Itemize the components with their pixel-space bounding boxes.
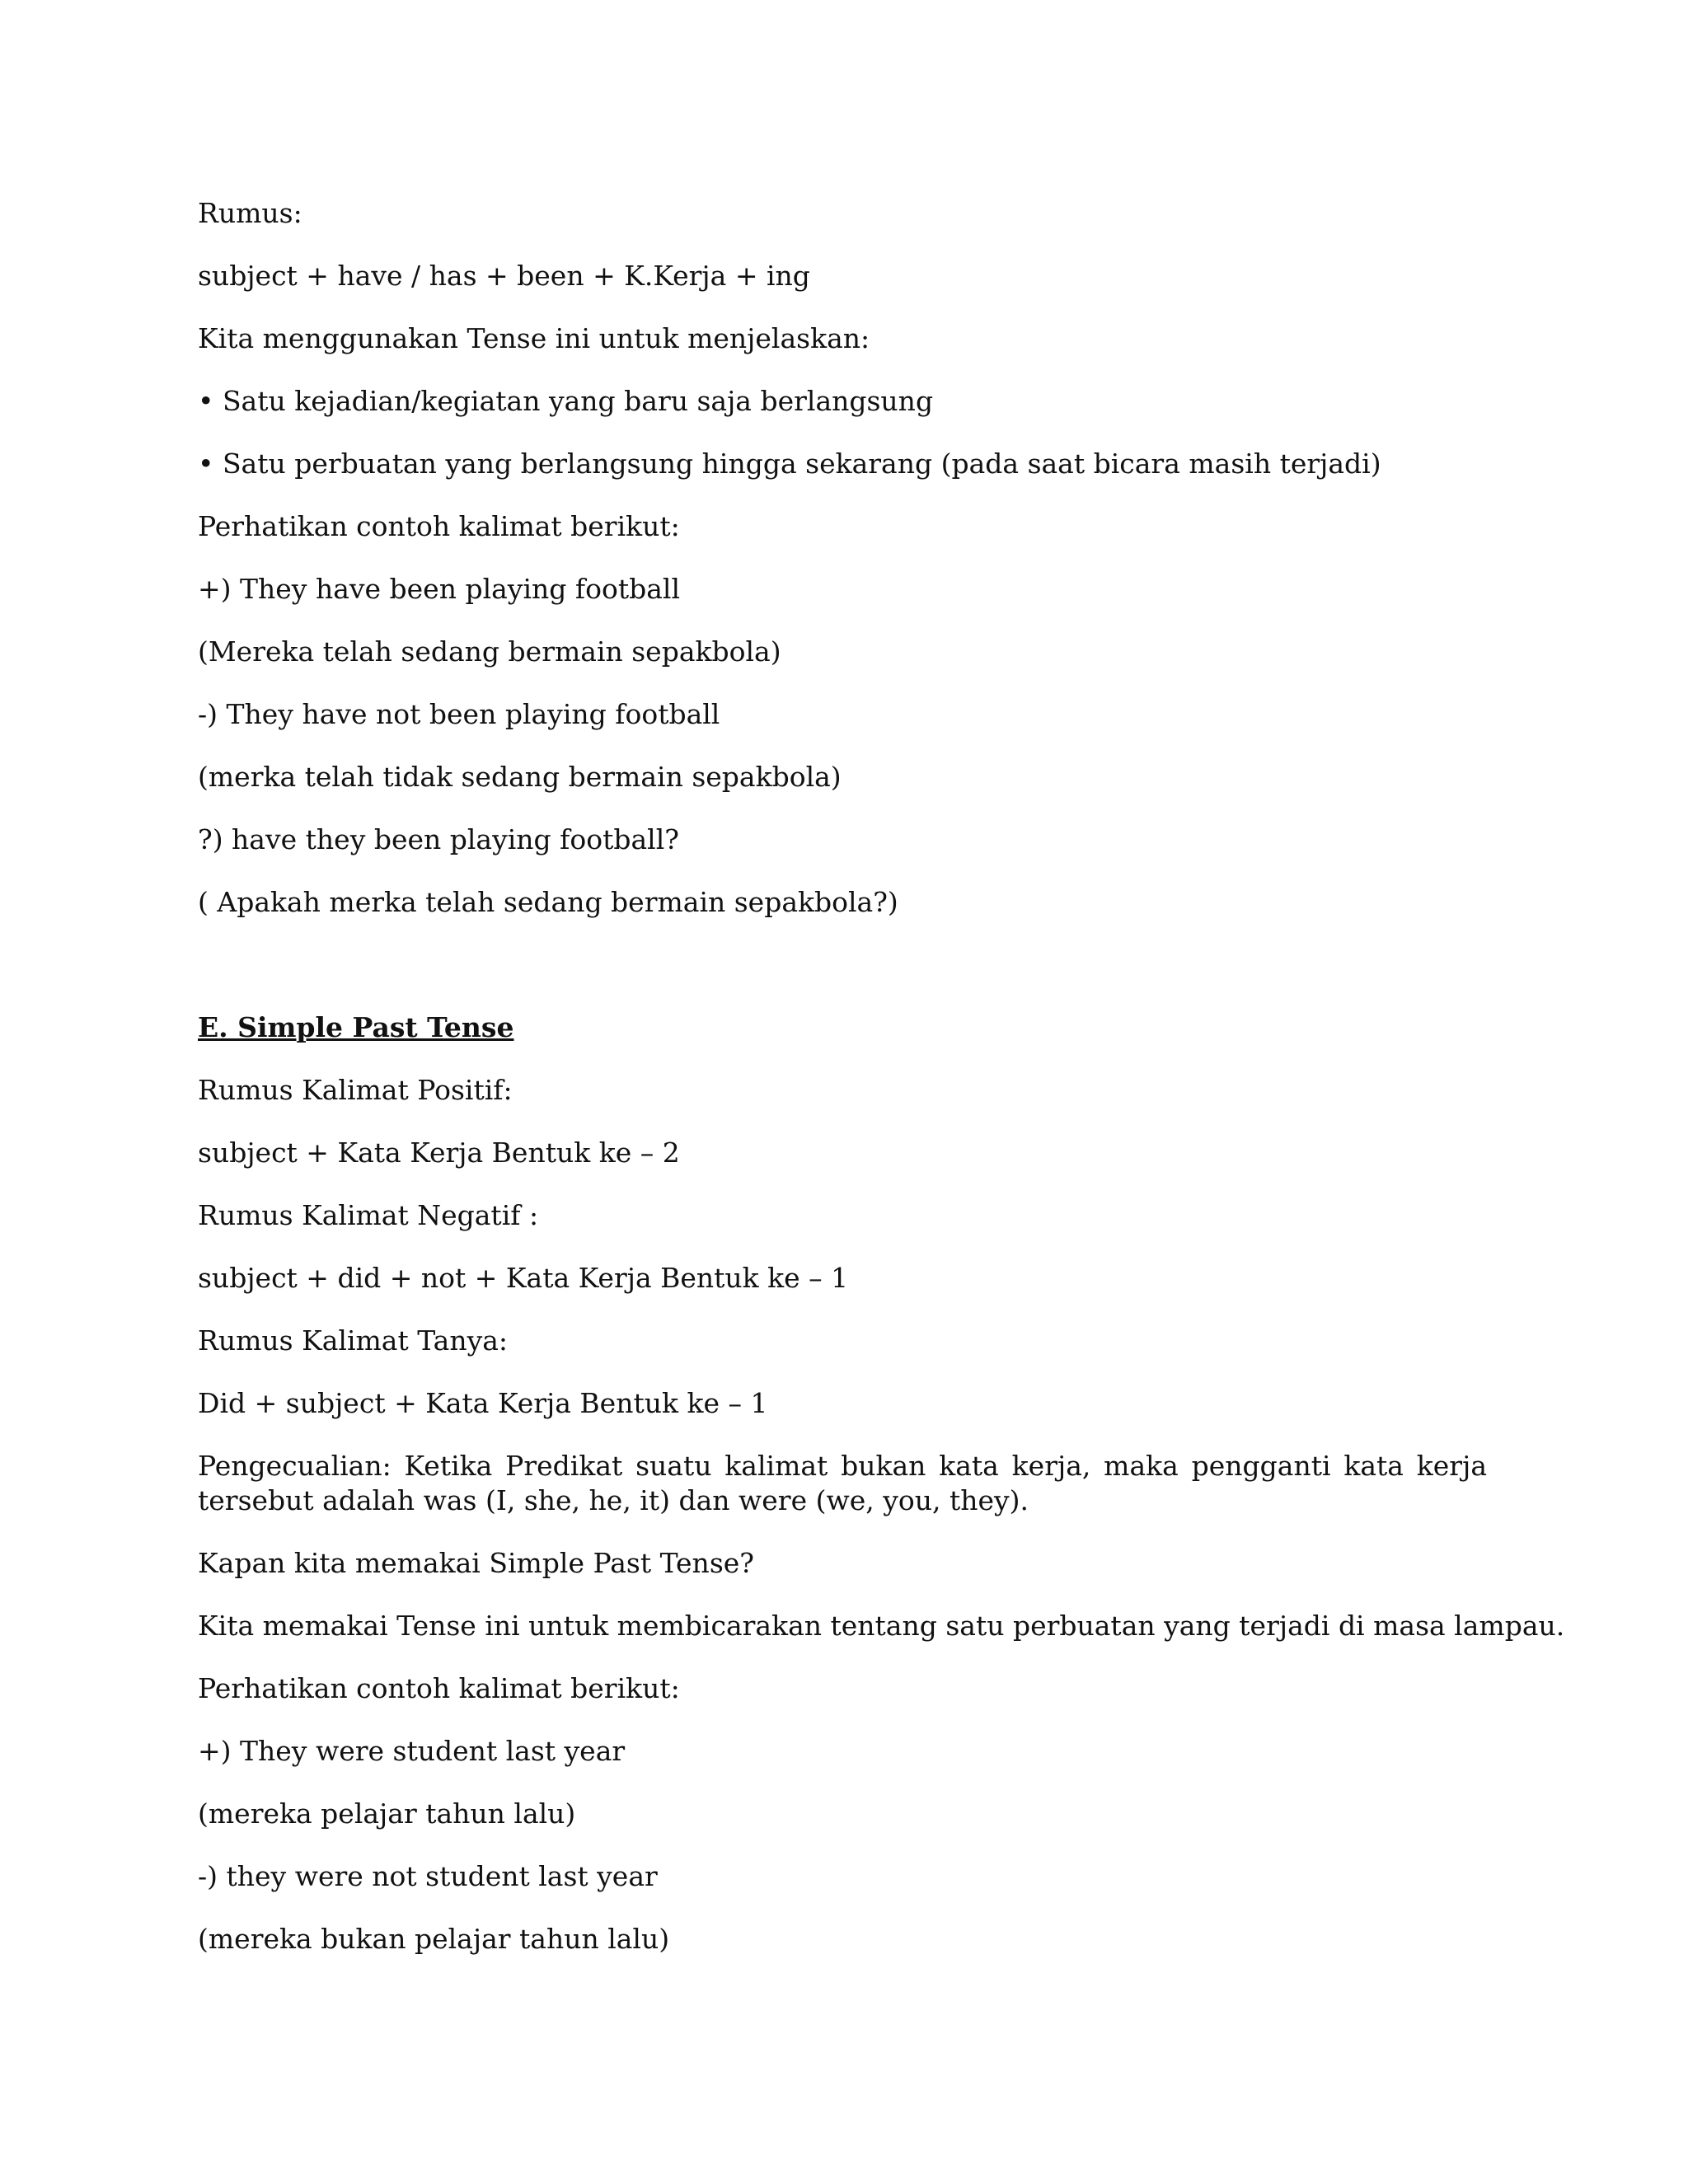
usage-answer: Kita memakai Tense ini untuk membicarakan tentang satu perbuatan yang terjadi di masa lampau. — [198, 1610, 1565, 1642]
section-present-perfect-continuous — [198, 196, 1487, 920]
question-formula: Did + subject + Kata Kerja Bentuk ke – 1 — [198, 1387, 768, 1419]
example-sentence: -) they were not student last year — [198, 1860, 658, 1892]
formula-text: subject + have / has + been + K.Kerja + ing — [198, 260, 810, 292]
example-sentence: +) They were student last year — [198, 1735, 626, 1767]
section-heading: E. Simple Past Tense — [198, 1011, 514, 1043]
positive-formula: subject + Kata Kerja Bentuk ke – 2 — [198, 1137, 680, 1169]
example-translation: (mereka bukan pelajar tahun lalu) — [198, 1923, 670, 1955]
example-sentence: +) They have been playing football — [198, 573, 680, 605]
examples-intro: Perhatikan contoh kalimat berikut: — [198, 1672, 680, 1704]
section-spacer — [198, 948, 1487, 1010]
bullet-item: • Satu perbuatan yang berlangsung hingga sekarang (pada saat bicara masih terjadi) — [198, 448, 1381, 480]
section-simple-past-tense — [198, 1010, 1565, 1957]
document-body — [198, 196, 1565, 1985]
example-sentence: ?) have they been playing football? — [198, 823, 679, 855]
bullet-item: • Satu kejadian/kegiatan yang baru saja berlangsung — [198, 385, 934, 417]
usage-intro: Kita menggunakan Tense ini untuk menjelaskan: — [198, 322, 870, 354]
examples-intro: Perhatikan contoh kalimat berikut: — [198, 510, 680, 542]
example-sentence: -) They have not been playing football — [198, 698, 720, 730]
question-formula-label: Rumus Kalimat Tanya: — [198, 1324, 509, 1357]
negative-formula-label: Rumus Kalimat Negatif : — [198, 1199, 539, 1231]
example-translation: (Mereka telah sedang bermain sepakbola) — [198, 635, 781, 668]
example-translation: (merka telah tidak sedang bermain sepakbola) — [198, 761, 842, 793]
formula-label: Rumus: — [198, 197, 302, 229]
positive-formula-label: Rumus Kalimat Positif: — [198, 1074, 513, 1106]
exception-paragraph: Pengecualian: Ketika Predikat suatu kalimat bukan kata kerja, maka pengganti kata kerja tersebut adalah was (I, she, he, it) dan were (we, you, they). — [198, 1450, 1487, 1516]
negative-formula: subject + did + not + Kata Kerja Bentuk ke – 1 — [198, 1262, 849, 1294]
example-translation: (mereka pelajar tahun lalu) — [198, 1797, 576, 1830]
example-translation: ( Apakah merka telah sedang bermain sepakbola?) — [198, 886, 898, 918]
usage-question: Kapan kita memakai Simple Past Tense? — [198, 1547, 754, 1579]
